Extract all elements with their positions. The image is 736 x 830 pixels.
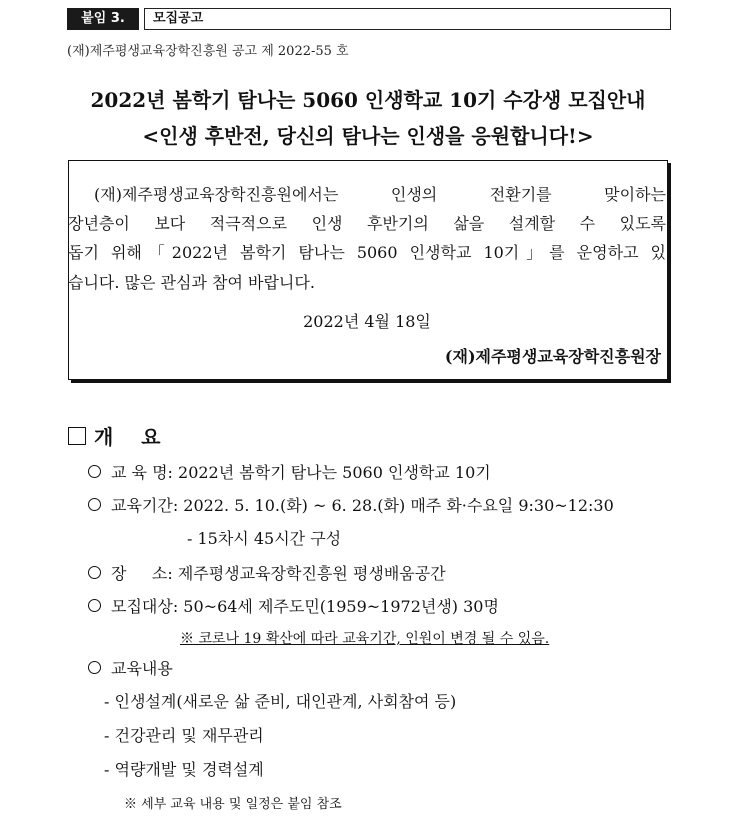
circle-bullet-icon xyxy=(88,661,101,674)
covid-note: ※ 코로나 19 확산에 따라 교육기간, 인원이 변경 될 수 있음. xyxy=(180,631,550,647)
course-name-text: 교 육 명: 2022년 봄학기 탐나는 5060 인생학교 10기 xyxy=(111,463,491,482)
intro-organization: (재)제주평생교육장학진흥원장 xyxy=(444,347,661,366)
section-heading-text: 개 요 xyxy=(94,425,161,449)
list-item-period xyxy=(88,493,614,516)
content-heading-text: 교육내용 xyxy=(111,659,173,678)
period-detail: - 15차시 45시간 구성 xyxy=(187,529,342,548)
list-item-place xyxy=(88,561,446,584)
checkbox-square-icon xyxy=(68,427,86,445)
intro-line: 장년층이 보다 적극적으로 인생 후반기의 삶을 설계할 수 있도록 xyxy=(68,214,666,233)
circle-bullet-icon xyxy=(88,599,101,612)
circle-bullet-icon xyxy=(88,465,101,478)
section-heading-overview xyxy=(68,421,161,450)
circle-bullet-icon xyxy=(88,498,101,511)
intro-date: 2022년 4월 18일 xyxy=(303,312,431,331)
attachment-title: 모집공고 xyxy=(144,8,671,30)
intro-line: (재)제주평생교육장학진흥원에서는 인생의 전환기를 맞이하는 xyxy=(94,185,666,204)
page-subtitle: <인생 후반전, 당신의 탐나는 인생을 응원합니다!> xyxy=(142,124,594,148)
list-item-target xyxy=(88,594,499,617)
period-text: 교육기간: 2022. 5. 10.(화) ~ 6. 28.(화) 매주 화·수요일 9:30~12:30 xyxy=(111,496,614,515)
page-title: 2022년 봄학기 탐나는 5060 인생학교 10기 수강생 모집안내 xyxy=(90,88,646,112)
intro-line: 습니다. 많은 관심과 참여 바랍니다. xyxy=(68,273,315,292)
content-item: - 건강관리 및 재무관리 xyxy=(104,726,264,745)
place-text: 장 소: 제주평생교육장학진흥원 평생배움공간 xyxy=(111,564,446,583)
content-item: - 인생설계(새로운 삶 준비, 대인관계, 사회참여 등) xyxy=(104,692,457,711)
notice-number: (재)제주평생교육장학진흥원 공고 제 2022-55 호 xyxy=(67,44,349,59)
circle-bullet-icon xyxy=(88,566,101,579)
list-item-content xyxy=(88,656,173,679)
content-item: - 역량개발 및 경력설계 xyxy=(104,760,264,779)
intro-line: 돕기 위해「2022년 봄학기 탐나는 5060 인생학교 10기」를 운영하고 있 xyxy=(68,243,666,262)
list-item-course-name xyxy=(88,460,491,483)
attachment-label: 붙임 3. xyxy=(67,8,139,30)
target-text: 모집대상: 50~64세 제주도민(1959~1972년생) 30명 xyxy=(111,597,499,616)
content-note: ※ 세부 교육 내용 및 일정은 붙임 참조 xyxy=(124,797,342,812)
